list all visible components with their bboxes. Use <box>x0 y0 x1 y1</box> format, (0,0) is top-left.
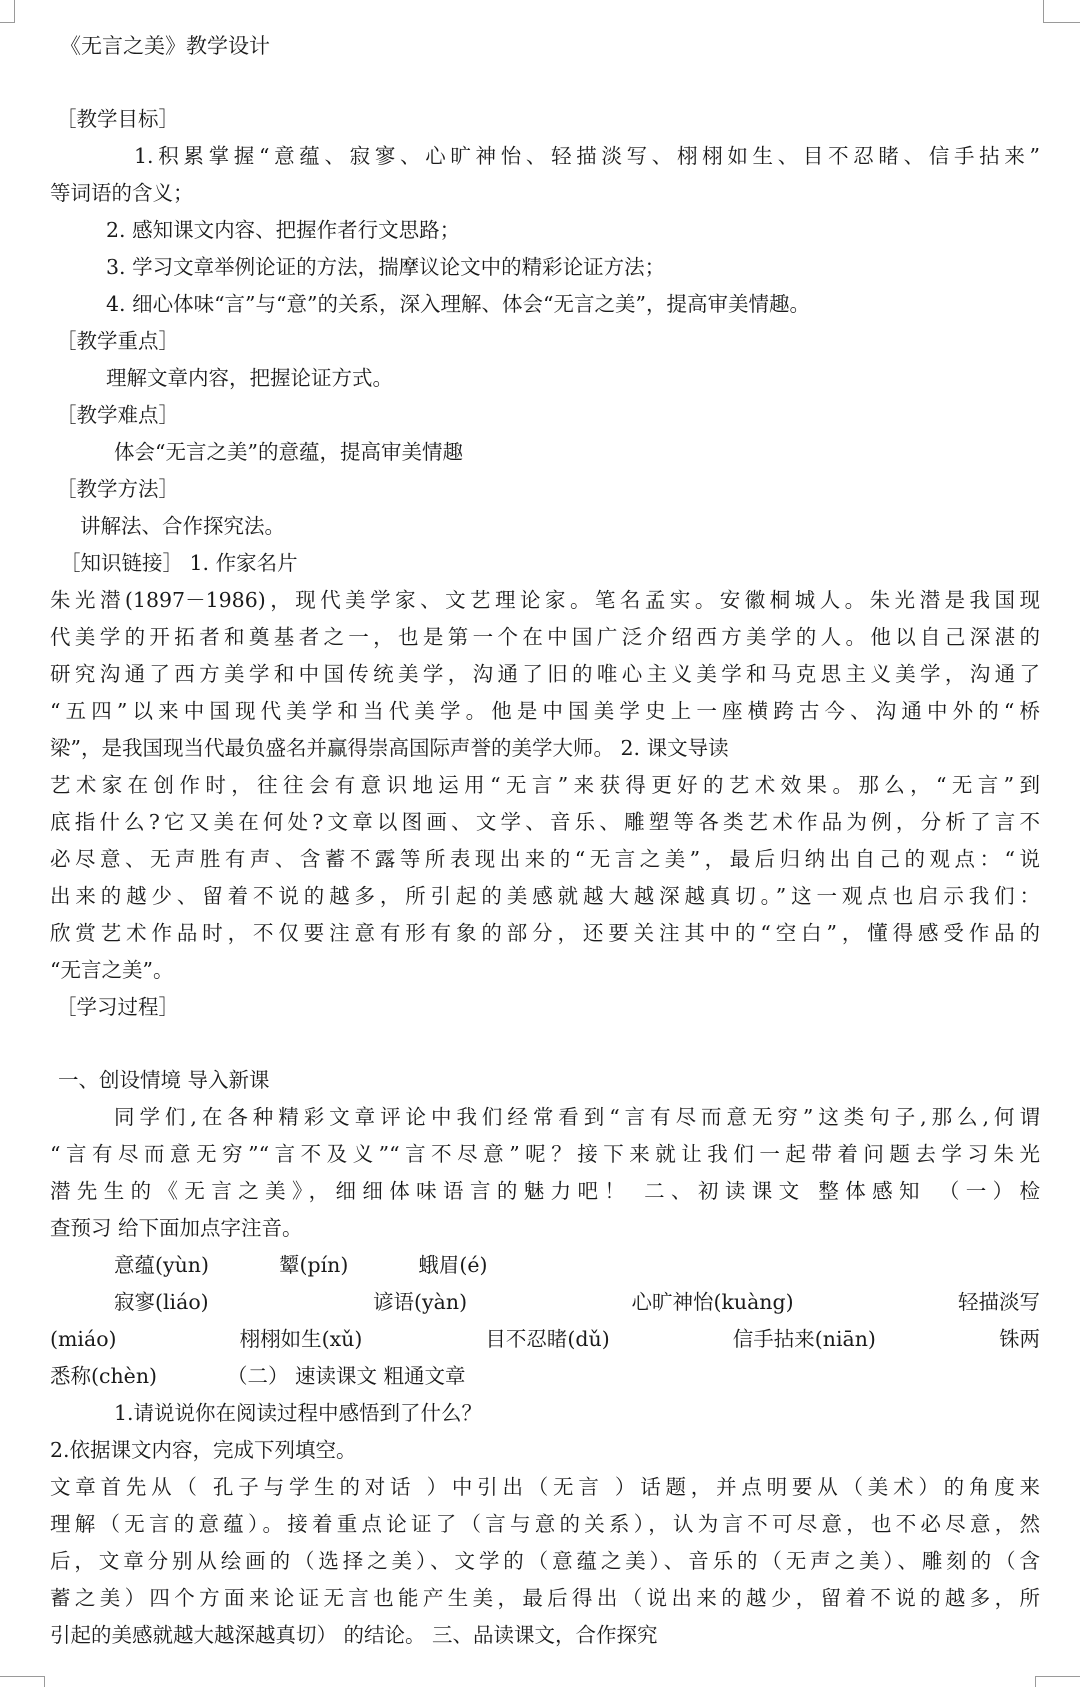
objective-3: 3. 学习文章举例论证的方法，揣摩议论文中的精彩论证方法； <box>106 255 666 279</box>
knowledge-line-9: 出来的越少、留着不说的越多，所引起的美感就越大越深越真切。”这一观点也启示我们： <box>50 884 1040 908</box>
key-points-text: 理解文章内容，把握论证方式。 <box>106 366 393 390</box>
part1-line-2: “言有尽而意无穷”“言不及义”“言不尽意”呢？接下来就让我们一起带着问题去学习朱光 <box>50 1142 1040 1166</box>
pinyin-item: 悉称(chèn) <box>50 1364 158 1388</box>
knowledge-heading: ［知识链接］ 1. 作家名片 <box>60 551 298 575</box>
knowledge-line-2: 代美学的开拓者和奠基者之一，也是第一个在中国广泛介绍西方美学的人。他以自己深湛的 <box>50 625 1040 649</box>
pinyin-row-4 <box>50 1358 1040 1395</box>
part1-line-3: 潜先生的《无言之美》，细细体味语言的魅力吧！ 二、初读课文 整体感知 （一）检 <box>50 1179 1040 1203</box>
document-body <box>50 28 1040 1654</box>
pinyin-item: 目不忍睹(dǔ) <box>485 1327 610 1351</box>
key-points-heading: ［教学重点］ <box>56 329 179 353</box>
objective-4: 4. 细心体味“言”与“意”的关系，深入理解、体会“无言之美”，提高审美情趣。 <box>106 292 810 316</box>
knowledge-line-11: “无言之美”。 <box>50 958 174 982</box>
part1-heading: 一、创设情境 导入新课 <box>58 1068 270 1092</box>
pinyin-item: 谚语(yàn) <box>373 1290 468 1314</box>
pinyin-row-3 <box>50 1321 1040 1358</box>
document-title: 《无言之美》教学设计 <box>60 34 270 58</box>
pinyin-item: 寂寥(liáo) <box>114 1290 209 1314</box>
pinyin-item: 意蕴(yùn) <box>114 1253 209 1277</box>
knowledge-line-10: 欣赏艺术作品时，不仅要注意有形有象的部分，还要关注其中的“空白”，懂得感受作品的 <box>50 921 1040 945</box>
difficulties-text: 体会“无言之美”的意蕴，提高审美情趣 <box>114 440 463 464</box>
pinyin-item: (miáo) <box>50 1327 117 1351</box>
task-fill-line-4: 蓄之美）四个方面来论证无言也能产生美，最后得出（说出来的越少，留着不说的越多，所 <box>50 1586 1040 1610</box>
knowledge-line-4: “五四”以来中国现代美学和当代美学。他是中国美学史上一座横跨古今、沟通中外的“桥 <box>50 699 1040 723</box>
knowledge-line-1: 朱光潜(1897－1986)，现代美学家、文艺理论家。笔名孟实。安徽桐城人。朱光潜是我国现 <box>50 588 1040 612</box>
methods-heading: ［教学方法］ <box>56 477 179 501</box>
task-fill-line-5: 引起的美感就越大越深越真切） 的结论。 三、品读课文，合作探究 <box>50 1623 658 1647</box>
crop-mark-bottom-right <box>1035 1676 1080 1687</box>
pinyin-item: 信手拈来(niān) <box>732 1327 876 1351</box>
pinyin-row-2 <box>50 1284 1040 1321</box>
pinyin-item: 颦(pín) <box>278 1253 349 1277</box>
pinyin-item: 铢两 <box>998 1327 1040 1351</box>
objective-2: 2. 感知课文内容、把握作者行文思路； <box>106 218 461 242</box>
pinyin-item: 心旷神怡(kuàng) <box>631 1290 794 1314</box>
part1-line-4: 查预习 给下面加点字注音。 <box>50 1216 303 1240</box>
knowledge-line-6: 艺术家在创作时，往往会有意识地运用“无言”来获得更好的艺术效果。那么，“无言”到 <box>50 773 1040 797</box>
pinyin-item: 轻描淡写 <box>958 1290 1040 1314</box>
task-question-1: 1.请说说你在阅读过程中感悟到了什么？ <box>114 1401 483 1425</box>
objective-1: 1.积累掌握“意蕴、寂寥、心旷神怡、轻描淡写、栩栩如生、目不忍睹、信手拈来” <box>134 144 1040 168</box>
knowledge-line-5: 梁”，是我国现当代最负盛名并赢得崇高国际声誉的美学大师。 2. 课文导读 <box>50 736 729 760</box>
knowledge-line-8: 必尽意、无声胜有声、含蓄不露等所表现出来的“无言之美”，最后归纳出自己的观点：“说 <box>50 847 1040 871</box>
difficulties-heading: ［教学难点］ <box>56 403 179 427</box>
knowledge-line-3: 研究沟通了西方美学和中国传统美学，沟通了旧的唯心主义美学和马克思主义美学，沟通了 <box>50 662 1040 686</box>
pinyin-row-1 <box>50 1247 1040 1284</box>
task-fill-line-1: 文章首先从（ 孔子与学生的对话 ）中引出（无言 ）话题，并点明要从（美术）的角度来 <box>50 1475 1040 1499</box>
part1-line-1: 同学们,在各种精彩文章评论中我们经常看到“言有尽而意无穷”这类句子,那么,何谓 <box>114 1105 1040 1129</box>
subsection-heading: （二） 速读课文 粗通文章 <box>227 1364 466 1388</box>
crop-mark-bottom-left <box>0 1676 45 1687</box>
pinyin-item: 蛾眉(é) <box>418 1253 488 1277</box>
objectives-heading: ［教学目标］ <box>56 107 179 131</box>
crop-mark-top-left <box>0 0 15 23</box>
crop-mark-top-right <box>1043 0 1080 23</box>
task-fill-line-2: 理解（无言的意蕴）。接着重点论证了（言与意的关系），认为言不可尽意，也不必尽意，然 <box>50 1512 1040 1536</box>
objective-1-cont: 等词语的含义； <box>50 181 194 205</box>
process-heading: ［学习过程］ <box>56 995 179 1019</box>
task-question-2: 2.依据课文内容，完成下列填空。 <box>50 1438 357 1462</box>
methods-text: 讲解法、合作探究法。 <box>80 514 285 538</box>
pinyin-item: 栩栩如生(xǔ) <box>239 1327 363 1351</box>
task-fill-line-3: 后，文章分别从绘画的（选择之美）、文学的（意蕴之美）、音乐的（无声之美）、雕刻的（含 <box>50 1549 1040 1573</box>
knowledge-line-7: 底指什么?它又美在何处?文章以图画、文学、音乐、雕塑等各类艺术作品为例，分析了言不 <box>50 810 1040 834</box>
